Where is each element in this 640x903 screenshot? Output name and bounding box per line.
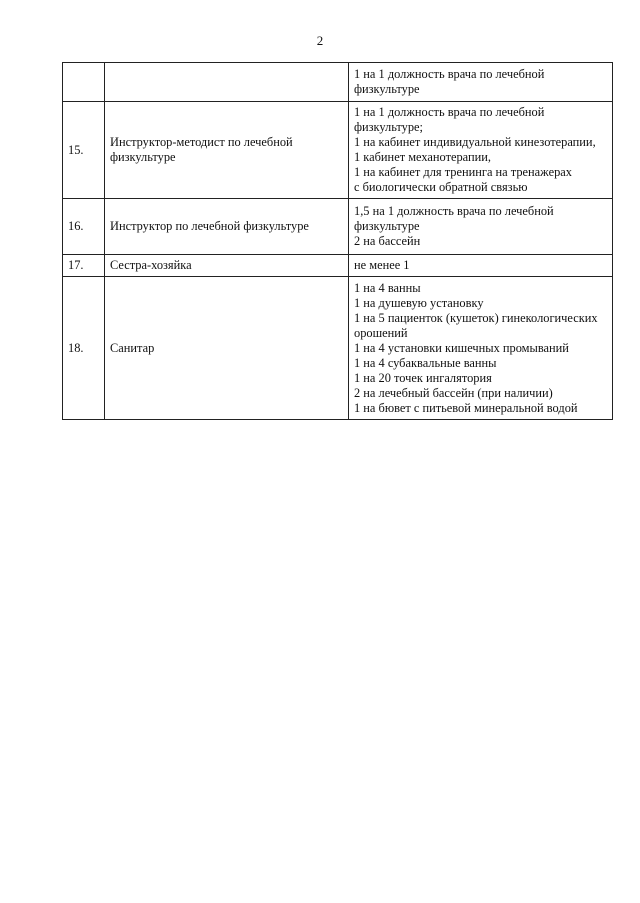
- norm-line: 1 на кабинет для тренинга на тренажерах: [354, 165, 572, 179]
- row-number: 15.: [63, 102, 105, 199]
- row-number: [63, 63, 105, 102]
- staffing-norm: [349, 102, 613, 199]
- position-name: Сестра-хозяйка: [105, 255, 349, 277]
- norm-line: 2 на лечебный бассейн (при наличии): [354, 385, 553, 400]
- row-number: 17.: [63, 255, 105, 277]
- position-name: Санитар: [105, 277, 349, 420]
- norm-line: 1 на 4 субаквальные ванны: [354, 355, 497, 370]
- position-name: Инструктор по лечебной физкультуре: [105, 199, 349, 255]
- norm-line: физкультуре;: [354, 120, 423, 134]
- row-number: 18.: [63, 277, 105, 420]
- table-row: [63, 255, 613, 277]
- staff-norms-table: [62, 62, 613, 420]
- staffing-norm: [349, 199, 613, 255]
- norm-line: 1 кабинет механотерапии,: [354, 150, 492, 164]
- table-row: [63, 199, 613, 255]
- table-row: [63, 102, 613, 199]
- row-number: 16.: [63, 199, 105, 255]
- norm-line: 1 на 4 установки кишечных промываний: [354, 340, 569, 355]
- norm-line: 1 на душевую установку: [354, 295, 484, 310]
- norm-line: 1 на кабинет индивидуальной кинезотерапии,: [354, 135, 596, 149]
- table-row: [63, 63, 613, 102]
- norm-line: 1 на бювет с питьевой минеральной водой: [354, 400, 578, 415]
- norm-line: 1 на 4 ванны: [354, 280, 421, 295]
- norm-line: с биологически обратной связью: [354, 180, 528, 194]
- norm-line: орошений: [354, 325, 408, 340]
- table-row: [63, 277, 613, 420]
- norm-line: 2 на бассейн: [354, 234, 421, 248]
- norm-line: 1 на 1 должность врача по лечебной: [354, 67, 545, 81]
- norm-line: физкультуре: [354, 219, 420, 233]
- norm-line: 1,5 на 1 должность врача по лечебной: [354, 204, 554, 218]
- norm-line: не менее 1: [354, 258, 410, 272]
- staffing-norm: [349, 63, 613, 102]
- position-name: [105, 63, 349, 102]
- norm-line: 1 на 20 точек ингалятория: [354, 370, 492, 385]
- staffing-norm: [349, 255, 613, 277]
- norm-line: 1 на 5 пациенток (кушеток) гинекологических: [354, 310, 598, 325]
- norm-line: физкультуре: [354, 82, 420, 96]
- norm-line: 1 на 1 должность врача по лечебной: [354, 105, 545, 119]
- staffing-norm: [349, 277, 613, 420]
- position-name: Инструктор-методист по лечебной физкультуре: [105, 102, 349, 199]
- page-number: 2: [316, 33, 324, 48]
